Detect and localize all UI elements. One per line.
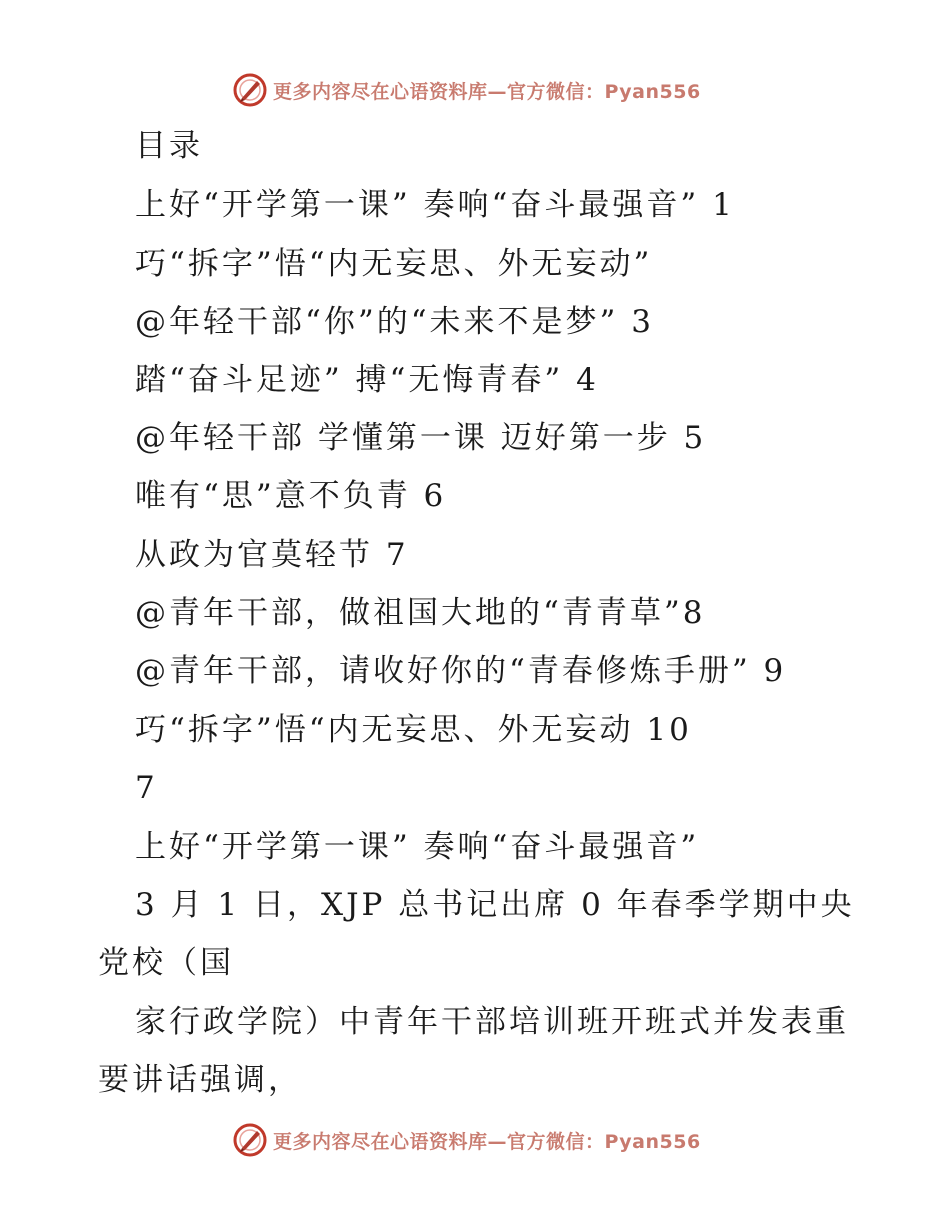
toc-heading: 目录 bbox=[135, 128, 203, 164]
article-paragraph-line: 要讲话强调， bbox=[98, 1062, 302, 1098]
toc-entry: @年轻干部“你”的“未来不是梦” 3 bbox=[135, 304, 654, 340]
toc-entry: 上好“开学第一课” 奏响“奋斗最强音” 1 bbox=[135, 187, 735, 223]
article-paragraph-line: 3 月 1 日，XJP 总书记出席 0 年春季学期中央 bbox=[135, 887, 855, 923]
article-paragraph-line: 家行政学院）中青年干部培训班开班式并发表重 bbox=[135, 1004, 849, 1040]
article-title: 上好“开学第一课” 奏响“奋斗最强音” bbox=[135, 829, 700, 865]
toc-entry: 巧“拆字”悟“内无妄思、外无妄动” bbox=[135, 246, 653, 282]
toc-entry: 从政为官莫轻节 7 bbox=[135, 537, 409, 573]
watermark-header bbox=[233, 72, 701, 108]
watermark-footer bbox=[233, 1122, 701, 1158]
feather-pen-logo-icon bbox=[233, 1123, 267, 1157]
toc-entry: 巧“拆字”悟“内无妄思、外无妄动 10 bbox=[135, 712, 692, 748]
watermark-text: 更多内容尽在心语资料库—官方微信：Pyan556 bbox=[273, 80, 701, 103]
toc-entry: 7 bbox=[135, 770, 158, 806]
toc-entry: 踏“奋斗足迹” 搏“无悔青春” 4 bbox=[135, 362, 599, 398]
feather-pen-logo-icon bbox=[233, 73, 267, 107]
toc-entry: @青年干部，做祖国大地的“青青草”8 bbox=[135, 595, 706, 631]
toc-entry: @年轻干部 学懂第一课 迈好第一步 5 bbox=[135, 420, 707, 456]
toc-entry: @青年干部，请收好你的“青春修炼手册” 9 bbox=[135, 653, 787, 689]
watermark-text: 更多内容尽在心语资料库—官方微信：Pyan556 bbox=[273, 1130, 701, 1153]
toc-entry: 唯有“思”意不负青 6 bbox=[135, 478, 447, 514]
article-paragraph-line: 党校（国 bbox=[98, 945, 234, 981]
